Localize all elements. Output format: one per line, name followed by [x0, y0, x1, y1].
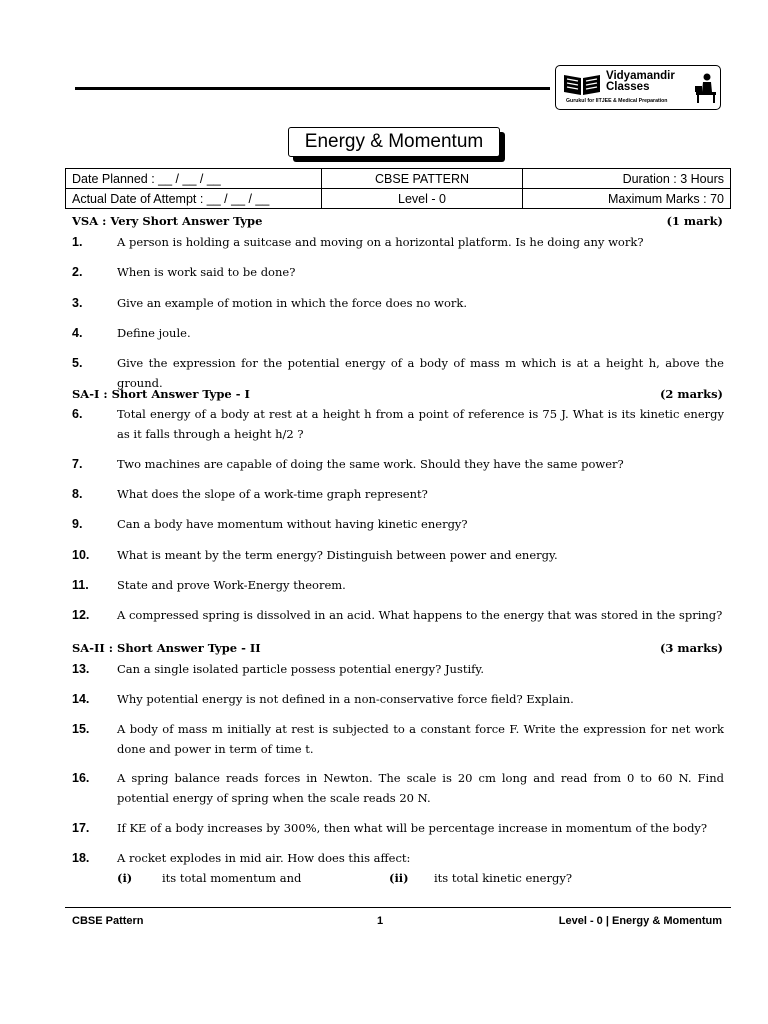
section-heading-sa2 [72, 641, 723, 655]
question-text: When is work said to be done? [117, 265, 296, 279]
question-text: A body of mass m initially at rest is subjected to a constant force F. Write the expression for net work done and power in term of time t. [117, 722, 724, 756]
question-text: Total energy of a body at rest at a height h from a point of reference is 75 J. What is its kinetic energy as it falls through a height h/2 ? [117, 407, 724, 441]
question-number: 15. [72, 722, 90, 736]
question-item [72, 232, 724, 252]
section-marks: (2 marks) [659, 387, 723, 401]
student-figure-icon [694, 72, 718, 104]
brand-logo [555, 65, 721, 110]
question-number: 9. [72, 517, 83, 531]
question-text: Can a single isolated particle possess potential energy? Justify. [117, 662, 485, 676]
section-title: SA-I : Short Answer Type - I [72, 387, 250, 401]
title-banner [288, 127, 500, 157]
question-text: Give the expression for the potential energy of a body of mass m which is at a height h, above the ground. [117, 356, 724, 390]
header-rule [75, 87, 550, 90]
question-item [72, 484, 724, 504]
question-number: 13. [72, 662, 90, 676]
question-number: 3. [72, 296, 83, 310]
info-row [66, 169, 731, 189]
test-info-table [65, 168, 731, 209]
question-number: 12. [72, 608, 90, 622]
option-label: (ii) [389, 871, 409, 885]
question-text: Two machines are capable of doing the same work. Should they have the same power? [117, 457, 624, 471]
question-item [72, 818, 724, 838]
question-item [72, 768, 724, 808]
footer-left: CBSE Pattern [72, 915, 144, 927]
question-number: 10. [72, 548, 90, 562]
question-item [72, 454, 724, 474]
question-text: Give an example of motion in which the force does no work. [117, 296, 468, 310]
question-item [72, 689, 724, 709]
question-item [72, 575, 724, 595]
level-label: Level - 0 [322, 189, 523, 209]
book-icon [562, 72, 602, 96]
question-text: What is meant by the term energy? Distinguish between power and energy. [117, 548, 558, 562]
question-item [72, 545, 724, 565]
logo-subname: Classes [606, 81, 650, 93]
question-number: 1. [72, 235, 83, 249]
question-text: A spring balance reads forces in Newton. The scale is 20 cm long and read from 0 to 60 N. Find potential energy of spring when the scale reads 20 N. [117, 771, 724, 805]
question-number: 5. [72, 356, 83, 370]
question-number: 18. [72, 851, 90, 865]
section-heading-vsa [72, 214, 723, 228]
question-number: 4. [72, 326, 83, 340]
question-item [72, 262, 724, 282]
section-title: SA-II : Short Answer Type - II [72, 641, 261, 655]
logo-tagline: Gurukul for IITJEE & Medical Preparation [566, 98, 668, 104]
question-text: A person is holding a suitcase and moving on a horizontal platform. Is he doing any work? [117, 235, 644, 249]
footer-rule [65, 907, 731, 908]
option-label: (i) [117, 871, 133, 885]
question-number: 2. [72, 265, 83, 279]
page-number: 1 [377, 915, 384, 927]
question-item [72, 848, 724, 868]
section-marks: (3 marks) [659, 641, 723, 655]
question-number: 7. [72, 457, 83, 471]
question-text: State and prove Work-Energy theorem. [117, 578, 346, 592]
date-planned: Date Planned : __ / __ / __ [66, 169, 322, 189]
question-number: 16. [72, 771, 90, 785]
question-item [72, 719, 724, 759]
question-text: Can a body have momentum without having kinetic energy? [117, 517, 468, 531]
question-text: What does the slope of a work-time graph represent? [117, 487, 428, 501]
question-number: 11. [72, 578, 89, 592]
question-text: Why potential energy is not defined in a non-conservative force field? Explain. [117, 692, 574, 706]
option-text: its total momentum and [162, 871, 302, 885]
section-marks: (1 mark) [666, 214, 723, 228]
question-item [72, 659, 724, 679]
question-item [72, 514, 724, 534]
option-text: its total kinetic energy? [434, 871, 573, 885]
max-marks: Maximum Marks : 70 [523, 189, 731, 209]
page-title: Energy & Momentum [288, 127, 500, 157]
info-row [66, 189, 731, 209]
duration: Duration : 3 Hours [523, 169, 731, 189]
question-text: If KE of a body increases by 300%, then what will be percentage increase in momentum of the body? [117, 821, 708, 835]
question-number: 14. [72, 692, 90, 706]
question-text: A compressed spring is dissolved in an acid. What happens to the energy that was stored in the spring? [117, 608, 723, 622]
question-text: A rocket explodes in mid air. How does this affect: [117, 851, 411, 865]
logo-name: Vidyamandir [606, 70, 675, 82]
question-number: 8. [72, 487, 83, 501]
actual-date: Actual Date of Attempt : __ / __ / __ [66, 189, 322, 209]
section-heading-sa1 [72, 387, 723, 401]
section-title: VSA : Very Short Answer Type [72, 214, 263, 228]
footer-right: Level - 0 | Energy & Momentum [558, 915, 722, 927]
question-text: Define joule. [117, 326, 191, 340]
question-item [72, 293, 724, 313]
question-number: 6. [72, 407, 83, 421]
question-number: 17. [72, 821, 90, 835]
pattern-label: CBSE PATTERN [322, 169, 523, 189]
question-item [72, 323, 724, 343]
question-item [72, 404, 724, 444]
question-item [72, 605, 724, 625]
